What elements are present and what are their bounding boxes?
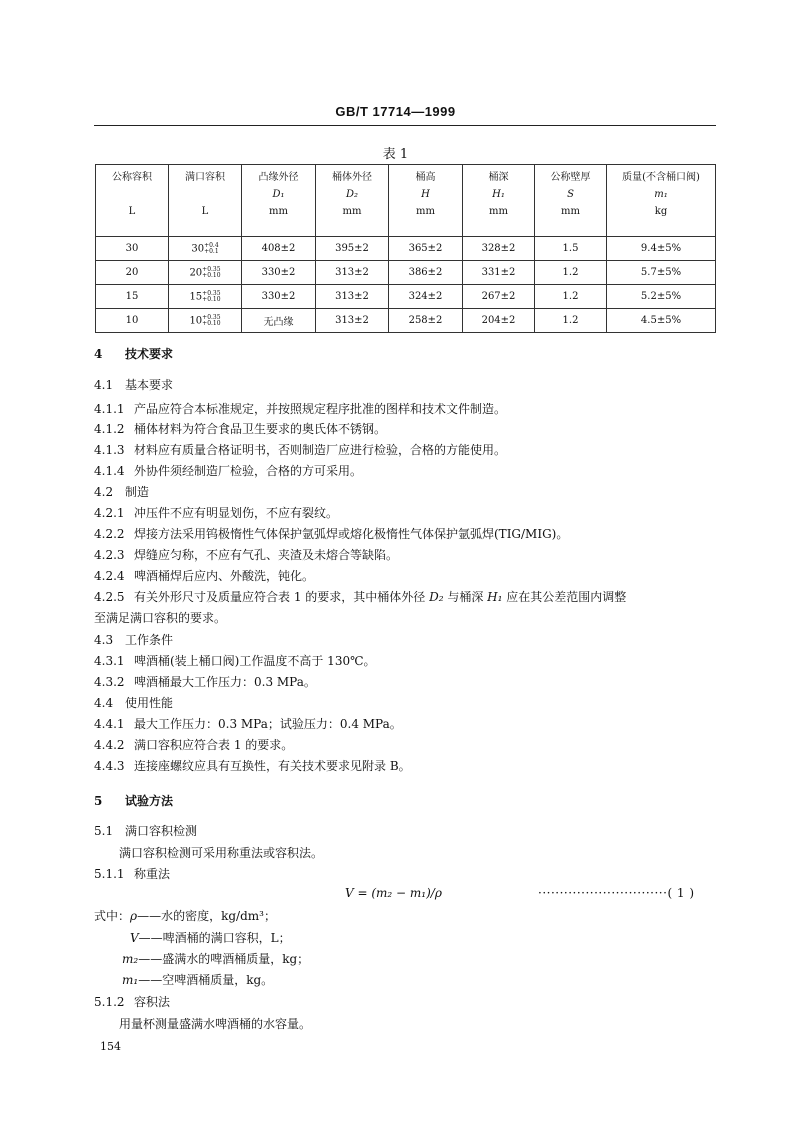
table-cell: 30+0.4 +0.1 (169, 237, 242, 261)
where-m1: m₁——空啤酒桶质量，kg。 (122, 973, 274, 987)
clause-4-3-1: 4.3.1 啤酒桶(装上桶口阀)工作温度不高于 130℃。 (94, 654, 376, 668)
table-caption: 表 1 (382, 147, 409, 162)
table-cell: 408±2 (242, 237, 316, 261)
header-cell: 公称壁厚 S mm (535, 165, 607, 237)
header-rule (94, 125, 716, 126)
table-cell: 258±2 (389, 309, 463, 333)
table-cell: 1.2 (535, 261, 607, 285)
header-cell: 桶深 H₁ mm (463, 165, 535, 237)
clause-5-1-paragraph: 满口容积检测可采用称重法或容积法。 (119, 846, 324, 860)
table-cell: 313±2 (316, 261, 389, 285)
clause-4-2-1: 4.2.1 冲压件不应有明显划伤，不应有裂纹。 (94, 506, 339, 520)
table-row (96, 285, 716, 309)
where-rho: 式中：ρ——水的密度，kg/dm³； (94, 909, 276, 923)
table-cell: 324±2 (389, 285, 463, 309)
table-cell: 1.2 (535, 285, 607, 309)
table-cell: 10 (96, 309, 169, 333)
clause-4-1: 4.1 基本要求 (94, 378, 174, 392)
page-number: 154 (100, 1040, 121, 1053)
clause-4-2-2: 4.2.2 焊接方法采用钨极惰性气体保护氩弧焊或熔化极惰性气体保护氩弧焊(TIG/MIG)。 (94, 527, 569, 541)
table-cell: 365±2 (389, 237, 463, 261)
table-cell: 313±2 (316, 309, 389, 333)
where-m2: m₂——盛满水的啤酒桶质量，kg； (122, 952, 310, 966)
table-cell: 5.2±5% (607, 285, 716, 309)
table-header-row (96, 165, 716, 237)
clause-4-1-4: 4.1.4 外协件须经制造厂检验，合格的方可采用。 (94, 464, 363, 478)
clause-4-2-5: 4.2.5 有关外形尺寸及质量应符合表 1 的要求，其中桶体外径 D₂ 与桶深 H₁ 应在其公差范围内调整 (94, 590, 627, 604)
table-cell: 9.4±5% (607, 237, 716, 261)
where-v: V——啤酒桶的满口容积，L； (130, 931, 291, 945)
table-cell: 328±2 (463, 237, 535, 261)
clause-4-4-1: 4.4.1 最大工作压力：0.3 MPa；试验压力：0.4 MPa。 (94, 717, 402, 731)
table-cell: 15 (96, 285, 169, 309)
table-cell: 无凸缘 (242, 309, 316, 333)
formula-1-number: ······························( 1 ) (538, 886, 695, 900)
clause-4-2: 4.2 制造 (94, 485, 150, 499)
clause-5-1-1: 5.1.1 称重法 (94, 867, 171, 881)
table-cell: 331±2 (463, 261, 535, 285)
header-cell: 公称容积 L (96, 165, 169, 237)
clause-5-1-2-paragraph: 用量杯测量盛满水啤酒桶的水容量。 (119, 1017, 312, 1031)
table-row (96, 309, 716, 333)
header-cell: 质量(不含桶口阀) m₁ kg (607, 165, 716, 237)
table-cell: 330±2 (242, 285, 316, 309)
clause-4-1-2: 4.1.2 桶体材料为符合食品卫生要求的奥氏体不锈钢。 (94, 422, 387, 436)
clause-4-1-1: 4.1.1 产品应符合本标准规定，并按照规定程序批准的图样和技术文件制造。 (94, 402, 507, 416)
table-cell: 5.7±5% (607, 261, 716, 285)
clause-4-4: 4.4 使用性能 (94, 696, 174, 710)
table-row (96, 261, 716, 285)
table-cell: 204±2 (463, 309, 535, 333)
section-4-heading: 4 技术要求 (94, 347, 174, 361)
clause-4-4-3: 4.4.3 连接座螺纹应具有互换性，有关技术要求见附录 B。 (94, 759, 411, 773)
standard-header: GB/T 17714—1999 (335, 104, 456, 119)
clause-5-1: 5.1 满口容积检测 (94, 824, 198, 838)
table-cell: 20 (96, 261, 169, 285)
table-cell: 20+0.35 +0.10 (169, 261, 242, 285)
formula-1: V = (m₂ − m₁)/ρ (345, 886, 442, 900)
table-cell: 267±2 (463, 285, 535, 309)
table-cell: 1.5 (535, 237, 607, 261)
clause-4-4-2: 4.4.2 满口容积应符合表 1 的要求。 (94, 738, 294, 752)
clause-4-1-3: 4.1.3 材料应有质量合格证明书，否则制造厂应进行检验，合格的方能使用。 (94, 443, 507, 457)
table-cell: 1.2 (535, 309, 607, 333)
table-cell: 15+0.35 +0.10 (169, 285, 242, 309)
header-cell: 桶体外径 D₂ mm (316, 165, 389, 237)
table-cell: 30 (96, 237, 169, 261)
table-cell: 313±2 (316, 285, 389, 309)
table-row (96, 237, 716, 261)
section-5-heading: 5 试验方法 (94, 794, 174, 808)
clause-5-1-2: 5.1.2 容积法 (94, 995, 171, 1009)
table-cell: 395±2 (316, 237, 389, 261)
clause-4-3-2: 4.3.2 啤酒桶最大工作压力：0.3 MPa。 (94, 675, 316, 689)
header-cell: 桶高 H mm (389, 165, 463, 237)
spec-table (95, 164, 716, 333)
header-cell: 凸缘外径 D₁ mm (242, 165, 316, 237)
clause-4-3: 4.3 工作条件 (94, 633, 174, 647)
table-cell: 10+0.35 +0.10 (169, 309, 242, 333)
clause-4-2-4: 4.2.4 啤酒桶焊后应内、外酸洗，钝化。 (94, 569, 315, 583)
table-cell: 330±2 (242, 261, 316, 285)
table-cell: 4.5±5% (607, 309, 716, 333)
table-cell: 386±2 (389, 261, 463, 285)
clause-4-2-5-cont: 至满足满口容积的要求。 (94, 611, 227, 625)
header-cell: 满口容积 L (169, 165, 242, 237)
clause-4-2-3: 4.2.3 焊缝应匀称，不应有气孔、夹渣及未熔合等缺陷。 (94, 548, 399, 562)
